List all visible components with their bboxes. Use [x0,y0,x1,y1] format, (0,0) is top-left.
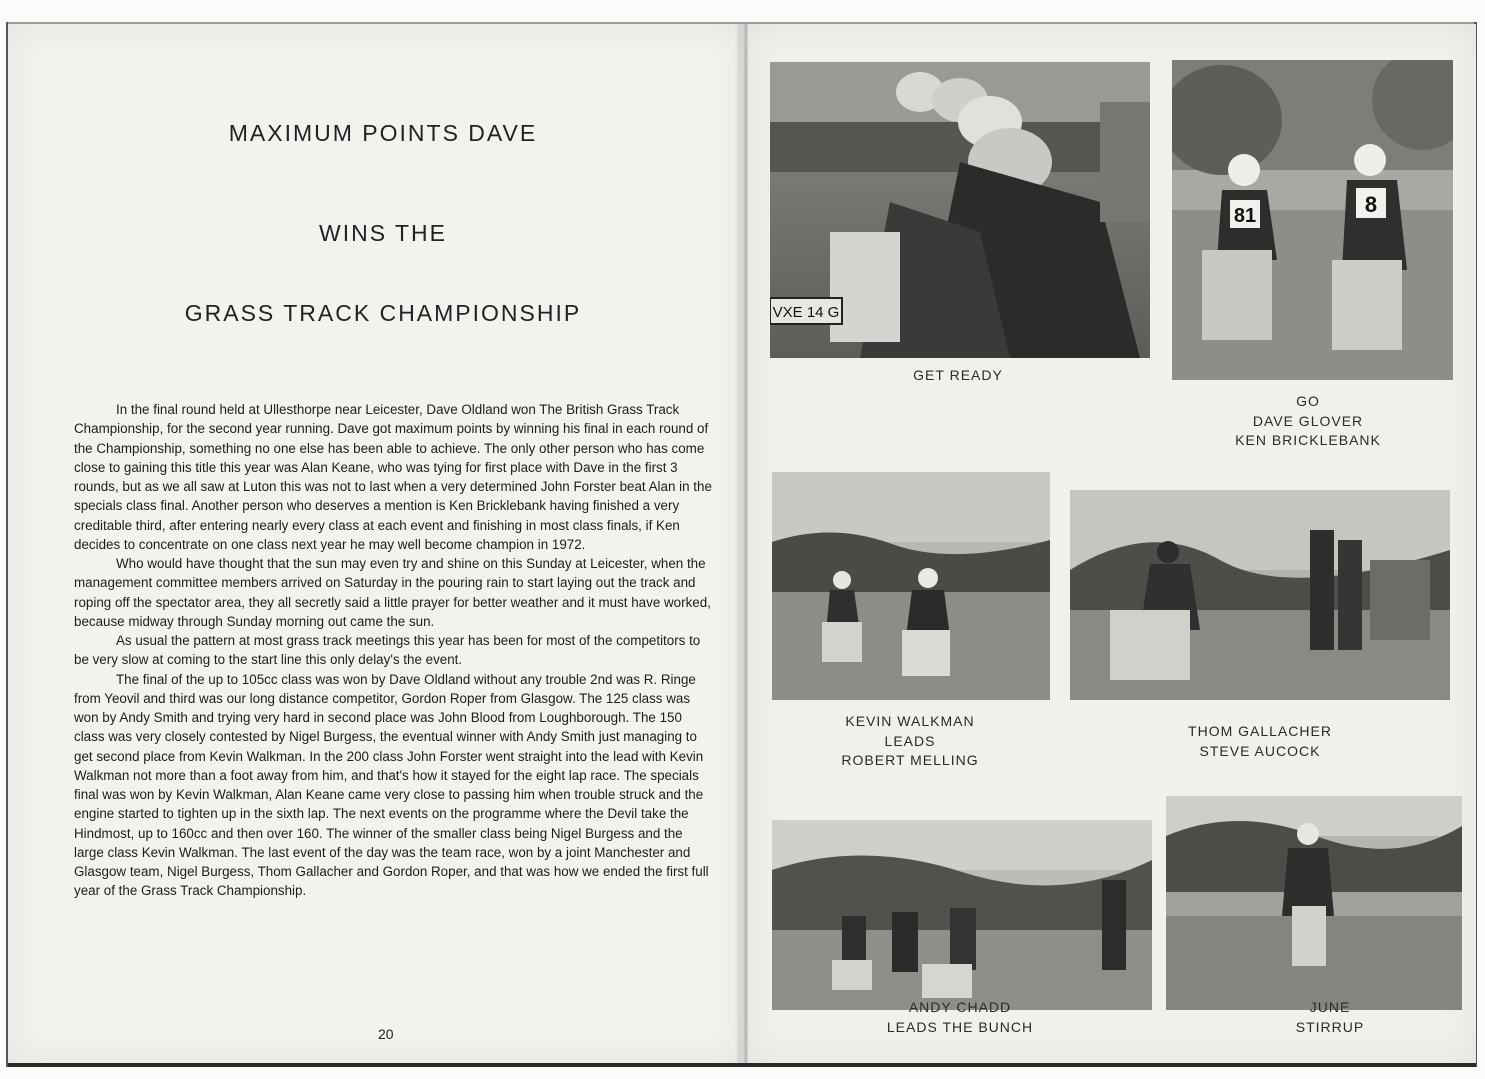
paragraph: In the final round held at Ullesthorpe near Leicester, Dave Oldland won The British Grass Track Championship, for the second year running. Dave got maximum points by winning his final in each round of the Championship, something no one else has been able to achieve. The only other person who has come close to gaining this title this year was Alan Keane, who was tying for first place with Dave in the first 3 rounds, but as we all saw at Luton this was not to last when a very determined John Forster beat Alan in the specials class final. Another person who deserves a mention is Ken Bricklebank having finished a very creditable third, after entering nearly every class at each event and finishing in most class finals, if Ken decides to concentrate on one class next year he may well become champion in 1972. [74,402,712,552]
photo-bunch-of-riders-image [772,820,1152,1010]
caption-june-stirrup: JUNE STIRRUP [1295,999,1365,1035]
number-plate-text: VXE 14 G [772,304,840,321]
caption-thom-gallacher: THOM GALLACHER STEVE AUCOCK [1188,723,1332,759]
caption-get-ready: GET READY [913,367,1003,383]
page-number: 20 [378,1026,394,1042]
left-page [8,24,741,1064]
rider-number-81: 81 [1233,205,1257,227]
photo-riders-and-spectators-image [1070,490,1450,700]
paragraph: Who would have thought that the sun may even try and shine on this Sunday at Leicester, when the management committee members arrived on Saturday in the pouring rain to start laying out the track and roping off the spectator area, they all secretly said a little prayer for better weather and it must have worked, because midway through Sunday morning out came the sun. [74,556,711,629]
caption-go: GO DAVE GLOVER KEN BRICKLEBANK [1235,393,1381,448]
photo-go [1172,60,1453,380]
photo-two-riders-image [1172,60,1453,380]
photo-kevin-walkman-leads [772,472,1050,700]
headline-line-1: MAXIMUM POINTS DAVE [228,120,538,146]
photo-andy-chadd [772,820,1152,1010]
caption-kevin-walkman: KEVIN WALKMAN LEADS ROBERT MELLING [841,713,979,768]
page-edge-bottom [8,1063,1476,1067]
photo-june-stirrup [1166,796,1462,1010]
article-body [74,400,714,901]
photo-single-rider-image [1166,796,1462,1010]
headline-line-2: WINS THE [318,220,448,246]
paragraph: The final of the up to 105cc class was won by Dave Oldland without any trouble 2nd was R. Ringe from Yeovil and third was our long distance competitor, Gordon Roper from Glasgow. The 125 class was won by Andy Smith and trying very hard in second place was John Blood from Loughborough. The 150 class was very closely contested by Nigel Burgess, the eventual winner with Andy Smith just managing to get second place from Kevin Walkman. In the 200 class John Forster went straight into the lead with Kevin Walkman not more than a foot away from him, and that's how it stayed for the eight lap race. The specials final was won by Kevin Walkman, Alan Keane came very close to passing him when trouble struck and the engine started to tighten up in the sixth lap. The next events on the programme where the Devil take the Hindmost, up to 160cc and then over 160. The winner of the smaller class being Nigel Burgess and the large class Kevin Walkman. The last event of the day was the team race, won by a joint Manchester and Glasgow team, Nigel Burgess, Thom Gallacher and Gordon Roper, and that was how we ended the first full year of the Grass Track Championship. [74,671,709,899]
headline-line-3: GRASS TRACK CHAMPIONSHIP [184,300,582,326]
rider-number-8: 8 [1364,192,1378,217]
paragraph: As usual the pattern at most grass track meetings this year has been for most of the competitors to be very slow at coming to the start line this only delay's the event. [74,633,701,668]
photo-thom-gallacher [1070,490,1450,700]
caption-andy-chadd: ANDY CHADD LEADS THE BUNCH [886,999,1034,1035]
photo-riders-at-start-image [770,62,1150,358]
photo-get-ready [770,62,1150,358]
right-page [748,24,1476,1064]
photo-scooter-race-image [772,472,1050,700]
